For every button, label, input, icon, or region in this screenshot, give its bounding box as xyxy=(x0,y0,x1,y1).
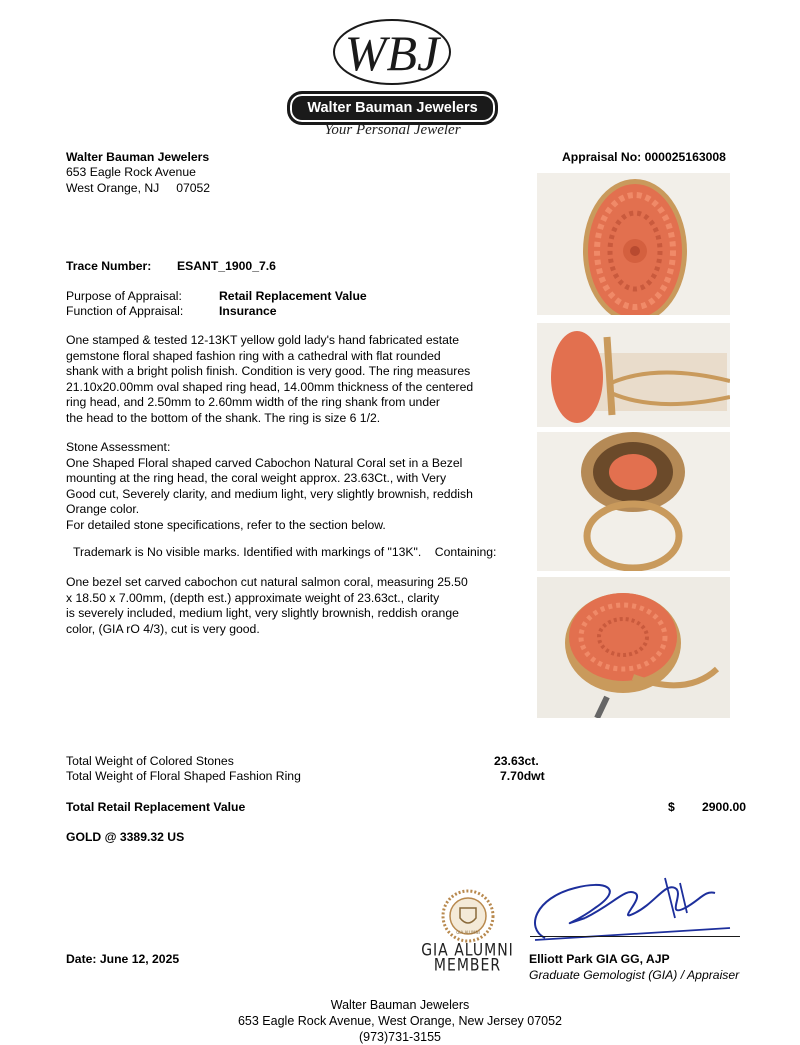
header-city: West Orange, NJ xyxy=(66,181,160,195)
purpose-value: Retail Replacement Value xyxy=(219,289,367,303)
gold-price: GOLD @ 3389.32 US xyxy=(66,830,185,844)
appraisal-date: Date: June 12, 2025 xyxy=(66,952,180,966)
trace-value: ESANT_1900_7.6 xyxy=(177,259,276,273)
gia-member-text: MEMBER xyxy=(433,956,502,976)
trace-label: Trace Number: xyxy=(66,259,152,273)
stone-assessment-line: Stone Assessment: xyxy=(66,440,171,454)
stone-assessment-line: mounting at the ring head, the coral weight approx. 23.63Ct., with Very xyxy=(66,471,447,485)
appraiser-title: Graduate Gemologist (GIA) / Appraiser xyxy=(529,968,740,982)
gia-alumni-seal xyxy=(420,888,515,988)
company-logo xyxy=(285,12,500,142)
stone-assessment-line: One Shaped Floral shaped carved Cabochon Natural Coral set in a Bezel xyxy=(66,455,463,470)
gia-alumni-text: GIA ALUMNI xyxy=(421,941,514,961)
logo-tagline: Your Personal Jeweler xyxy=(324,122,461,138)
header-company: Walter Bauman Jewelers xyxy=(66,150,210,164)
description-line: gemstone floral shaped fashion ring with a cathedral with flat rounded xyxy=(66,348,441,363)
total-retail-value: 2900.00 xyxy=(702,800,747,814)
description-line: the head to the bottom of the shank. The ring is size 6 1/2. xyxy=(66,410,381,425)
function-label: Function of Appraisal: xyxy=(66,304,184,318)
ring-photo-side xyxy=(537,323,730,427)
gia-seal-icon xyxy=(438,888,498,944)
stone-detail-line: One bezel set carved cabochon cut natural salmon coral, measuring 25.50 xyxy=(66,575,468,589)
footer-address: 653 Eagle Rock Avenue, West Orange, New Jersey 07052 xyxy=(237,1014,563,1028)
currency-symbol: $ xyxy=(668,800,675,814)
stone-assessment-line: Good cut, Severely clarity, and medium light, very slightly brownish, reddish xyxy=(66,486,473,501)
stone-detail-line: is severely included, medium light, very slightly brownish, reddish orange xyxy=(66,606,459,620)
logo-name-bar: Walter Bauman Jewelers xyxy=(288,92,497,124)
description-line: shank with a bright polish finish. Condition is very good. The ring measures xyxy=(66,364,471,378)
stone-assessment-line: Orange color. xyxy=(66,502,140,516)
trademark-line: Trademark is No visible marks. Identified with markings of "13K". Containing: xyxy=(73,545,497,559)
appraiser-name: Elliott Park GIA GG, AJP xyxy=(529,952,670,966)
appraisal-number: Appraisal No: 000025163008 xyxy=(562,150,726,164)
footer xyxy=(0,997,800,1045)
ring-description xyxy=(66,333,526,426)
wbj-monogram-logo xyxy=(330,12,455,90)
total-stones-value: 23.63ct. xyxy=(494,754,539,768)
ring-photo-back xyxy=(537,432,730,571)
stone-assessment xyxy=(66,440,526,533)
stone-detail-line: x 18.50 x 7.00mm, (depth est.) approximate weight of 23.63ct., clarity xyxy=(66,590,440,605)
description-line: ring head, and 2.50mm to 2.60mm width of the ring shank from under xyxy=(66,395,440,409)
header-zip: 07052 xyxy=(176,181,211,195)
function-value: Insurance xyxy=(219,304,277,318)
header-city-line xyxy=(66,181,210,195)
footer-phone: (973)731-3155 xyxy=(358,1030,441,1044)
description-line: 21.10x20.00mm oval shaped ring head, 14.00mm thickness of the centered xyxy=(66,379,474,394)
ring-photo-top xyxy=(537,173,730,315)
stone-assessment-line: For detailed stone specifications, refer to the section below. xyxy=(66,517,386,532)
header-street: 653 Eagle Rock Avenue xyxy=(66,165,196,179)
total-ring-label: Total Weight of Floral Shaped Fashion Ring xyxy=(66,769,301,783)
logo-monogram-text: WBJ xyxy=(344,25,440,81)
stone-detail xyxy=(66,575,526,637)
description-line: One stamped & tested 12-13KT yellow gold lady's hand fabricated estate xyxy=(66,333,460,347)
signature-line xyxy=(530,936,740,937)
ring-photo-angle xyxy=(537,577,730,718)
gia-seal-inner-text: GIA ALUMNI xyxy=(455,930,480,935)
purpose-label: Purpose of Appraisal: xyxy=(66,289,182,303)
footer-company: Walter Bauman Jewelers xyxy=(330,998,470,1012)
stone-detail-line: color, (GIA rO 4/3), cut is very good. xyxy=(66,621,260,636)
total-retail-label: Total Retail Replacement Value xyxy=(66,800,246,814)
total-ring-value: 7.70dwt xyxy=(500,769,545,783)
total-stones-label: Total Weight of Colored Stones xyxy=(66,754,234,768)
